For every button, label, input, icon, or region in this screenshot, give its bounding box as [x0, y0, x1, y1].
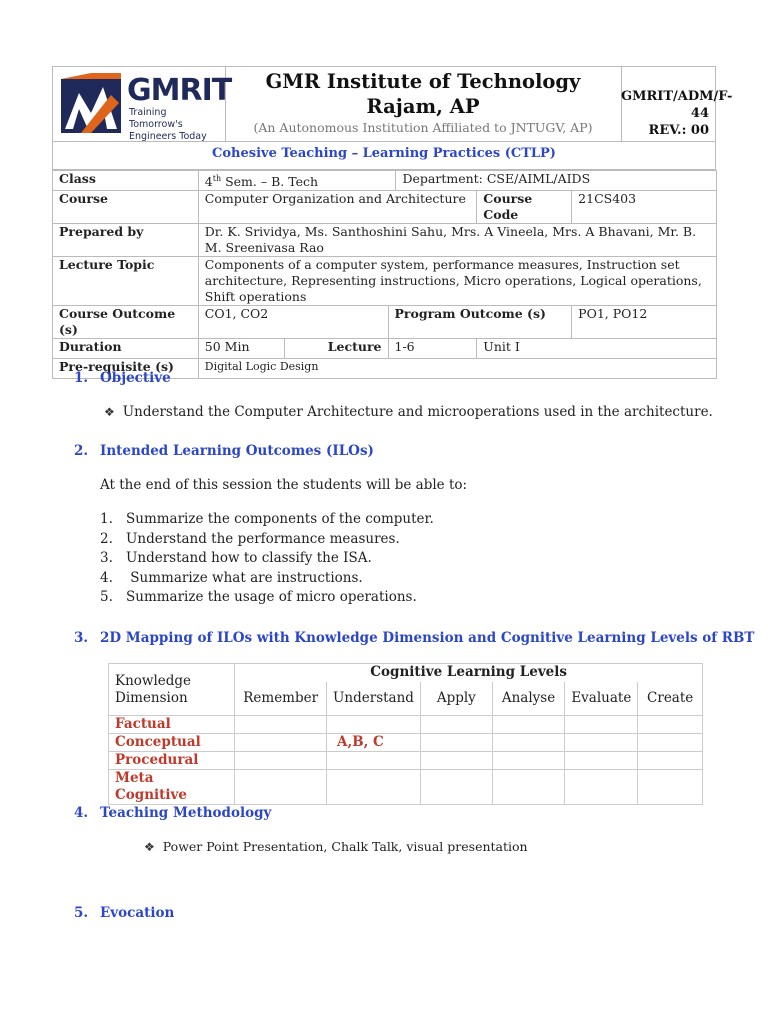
section-number: 5.: [74, 905, 89, 921]
class-value: 4th Sem. – B. Tech: [198, 171, 396, 191]
section-title: Objective: [100, 370, 171, 386]
rbt-mapping-table: [108, 663, 703, 805]
table-cell: [235, 770, 327, 805]
prerequisite-label: Pre-requisite (s): [53, 359, 199, 379]
list-item: 2. Understand the performance measures.: [100, 530, 400, 547]
institute-title-cell: [225, 67, 622, 141]
form-code-cell: [621, 67, 733, 141]
dimension-conceptual: Conceptual: [109, 734, 235, 752]
level-create: Create: [638, 682, 703, 716]
section-title: Teaching Methodology: [100, 805, 272, 821]
unit-value: Unit I: [477, 339, 717, 359]
table-row: [53, 306, 717, 339]
gmrit-emblem-icon: [61, 73, 123, 135]
table-cell: [638, 770, 703, 805]
table-cell: [565, 734, 638, 752]
section-evocation-heading: [74, 905, 174, 921]
list-item: 5. Summarize the usage of micro operations.: [100, 589, 417, 606]
department-value: Department: CSE/AIML/AIDS: [396, 171, 717, 191]
table-cell: [235, 716, 327, 734]
table-cell: [638, 752, 703, 770]
level-evaluate: Evaluate: [565, 682, 638, 716]
diamond-bullet-icon: ❖: [104, 405, 115, 419]
table-cell: A,B, C: [327, 734, 421, 752]
logo-wordmark: GMRIT: [127, 73, 232, 108]
cognitive-levels-header: Cognitive Learning Levels: [235, 664, 703, 682]
section-number: 1.: [74, 370, 89, 386]
table-row: [53, 224, 717, 257]
section-number: 4.: [74, 805, 89, 821]
dimension-meta-cognitive: Meta Cognitive: [109, 770, 235, 805]
institute-location: Rajam, AP: [366, 95, 480, 118]
diamond-bullet-icon: ❖: [144, 840, 155, 854]
ilo-intro: At the end of this session the students will be able to:: [100, 477, 468, 493]
table-cell: [565, 770, 638, 805]
table-row: [53, 191, 717, 224]
duration-value: 50 Min: [198, 339, 284, 359]
table-row: [109, 752, 703, 770]
section-title: 2D Mapping of ILOs with Knowledge Dimension and Cognitive Learning Levels of RBT: [100, 630, 755, 646]
table-cell: [327, 752, 421, 770]
dimension-procedural: Procedural: [109, 752, 235, 770]
section-title: Intended Learning Outcomes (ILOs): [100, 443, 374, 459]
section-number: 2.: [74, 443, 89, 459]
table-cell: [420, 734, 492, 752]
table-row: [53, 171, 717, 191]
section-number: 3.: [74, 630, 89, 646]
table-cell: [492, 734, 565, 752]
course-outcome-label: Course Outcome (s): [53, 306, 199, 339]
program-outcome-label: Program Outcome (s): [388, 306, 572, 339]
table-cell: [235, 734, 327, 752]
form-revision: REV.: 00: [648, 123, 709, 138]
institute-name: GMR Institute of Technology: [265, 70, 581, 93]
level-analyse: Analyse: [492, 682, 565, 716]
lecture-value: 1-6: [388, 339, 477, 359]
ctlp-title: Cohesive Teaching – Learning Practices (CTLP): [52, 142, 716, 170]
section-ilo-heading: [74, 443, 374, 459]
course-code-label: Course Code: [477, 191, 572, 224]
logo-tagline-line1: Training Tomorrow's: [129, 107, 183, 130]
table-row: [109, 716, 703, 734]
prerequisite-value: Digital Logic Design: [198, 359, 716, 379]
methodology-text: Power Point Presentation, Chalk Talk, visual presentation: [162, 839, 528, 854]
table-cell: [492, 752, 565, 770]
class-label: Class: [53, 171, 199, 191]
table-row: [109, 734, 703, 752]
table-row: [109, 770, 703, 805]
list-item: 4. Summarize what are instructions.: [100, 569, 363, 586]
institute-affiliation: (An Autonomous Institution Affiliated to JNTUGV, AP): [253, 120, 593, 135]
gmrit-logo: [61, 73, 232, 142]
logo-tagline-line2: Engineers Today: [129, 131, 207, 142]
table-cell: [565, 752, 638, 770]
table-cell: [420, 770, 492, 805]
program-outcome-value: PO1, PO12: [572, 306, 717, 339]
table-cell: [420, 752, 492, 770]
course-info-table: [52, 170, 717, 379]
table-cell: [235, 752, 327, 770]
prepared-by-value: Dr. K. Srividya, Ms. Santhoshini Sahu, Mrs. A Vineela, Mrs. A Bhavani, Mr. B. M. Sreenivasa Rao: [198, 224, 716, 257]
table-cell: [565, 716, 638, 734]
logo-tagline: [129, 107, 221, 143]
methodology-bullet: [144, 839, 528, 854]
ilo-list: [100, 510, 434, 608]
table-cell: [420, 716, 492, 734]
table-cell: [492, 770, 565, 805]
course-code-value: 21CS403: [572, 191, 717, 224]
lecture-label: Lecture: [284, 339, 388, 359]
objective-text: Understand the Computer Architecture and microoperations used in the architecture.: [122, 404, 713, 420]
table-cell: [638, 716, 703, 734]
table-row: [53, 257, 717, 306]
list-item: 1. Summarize the components of the computer.: [100, 511, 434, 527]
level-remember: Remember: [235, 682, 327, 716]
dimension-factual: Factual: [109, 716, 235, 734]
course-value: Computer Organization and Architecture: [198, 191, 477, 224]
prepared-by-label: Prepared by: [53, 224, 199, 257]
course-outcome-value: CO1, CO2: [198, 306, 388, 339]
section-objective-heading: [74, 370, 171, 386]
header-box: [52, 66, 733, 142]
table-cell: [492, 716, 565, 734]
table-cell: [638, 734, 703, 752]
list-item: 3. Understand how to classify the ISA.: [100, 550, 372, 567]
knowledge-dimension-header: Knowledge Dimension: [109, 664, 235, 716]
section-methodology-heading: [74, 805, 271, 821]
section-mapping-heading: [74, 630, 754, 646]
form-code: GMRIT/ADM/F-44: [621, 89, 733, 121]
duration-label: Duration: [53, 339, 199, 359]
section-title: Evocation: [100, 905, 175, 921]
table-cell: [327, 770, 421, 805]
level-understand: Understand: [327, 682, 421, 716]
table-row: [109, 664, 703, 682]
table-row: [53, 339, 717, 359]
lecture-topic-value: Components of a computer system, performance measures, Instruction set architecture, Representing instructions, Micro operations, Logical operations, Shift operations: [198, 257, 716, 306]
objective-bullet: [104, 404, 713, 420]
logo-cell: [53, 67, 232, 142]
level-apply: Apply: [420, 682, 492, 716]
course-label: Course: [53, 191, 199, 224]
table-cell: [327, 716, 421, 734]
lecture-topic-label: Lecture Topic: [53, 257, 199, 306]
